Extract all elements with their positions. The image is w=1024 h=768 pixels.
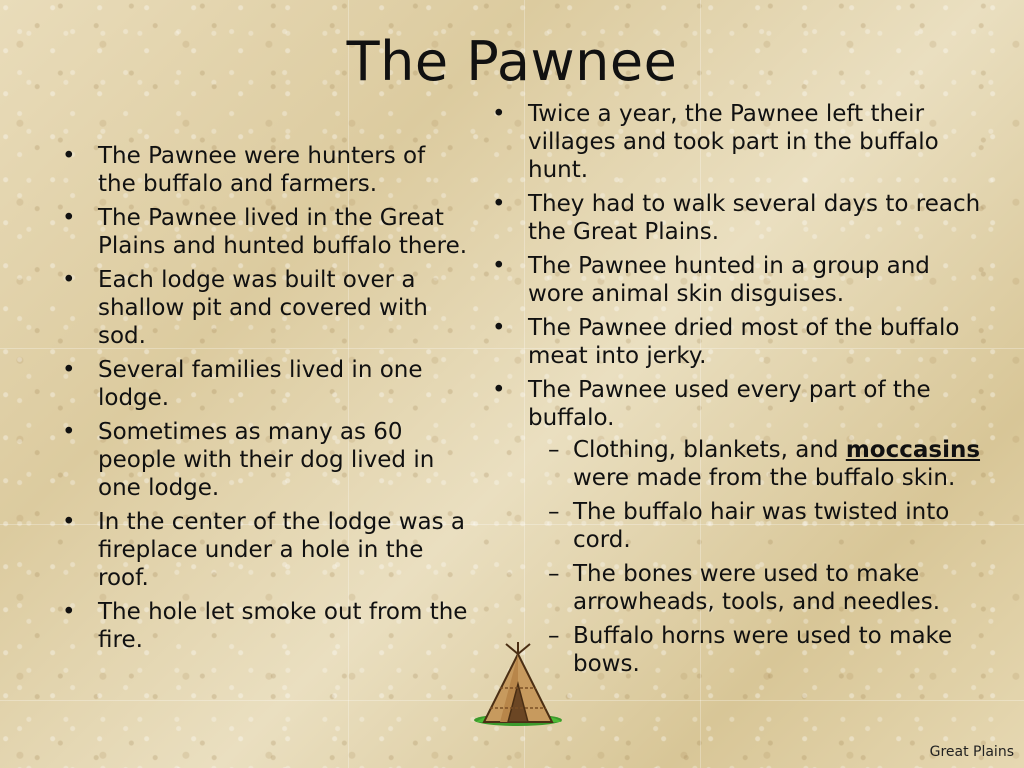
list-item: • The hole let smoke out from the fire. (60, 598, 470, 654)
sub-list-item: – The bones were used to make arrowheads, tools, and needles. (528, 560, 990, 616)
list-item: • Several families lived in one lodge. (60, 356, 470, 412)
list-item: • In the center of the lodge was a fireplace under a hole in the roof. (60, 508, 470, 592)
list-item: • The Pawnee dried most of the buffalo meat into jerky. (490, 314, 990, 370)
sub-list-item: – The buffalo hair was twisted into cord. (528, 498, 990, 554)
list-item: • Twice a year, the Pawnee left their villages and took part in the buffalo hunt. (490, 100, 990, 184)
slide-title: The Pawnee (346, 30, 678, 93)
list-item: • Sometimes as many as 60 people with their dog lived in one lodge. (60, 418, 470, 502)
sub-list-item (528, 436, 990, 492)
sub-item-text: Clothing, blankets, and (573, 437, 839, 463)
list-item: • The Pawnee were hunters of the buffalo and farmers. (60, 142, 470, 198)
right-bullet-list (490, 100, 990, 684)
moccasins-link[interactable]: moccasins (845, 437, 981, 463)
list-item-text: The Pawnee used every part of the buffalo. (528, 377, 931, 431)
sub-item-text: were made from the buffalo skin. (573, 465, 956, 491)
list-item: • The Pawnee lived in the Great Plains and hunted buffalo there. (60, 204, 470, 260)
teepee-icon (470, 642, 566, 734)
list-item: • The Pawnee hunted in a group and wore animal skin disguises. (490, 252, 990, 308)
footer-label: Great Plains (929, 744, 1014, 760)
left-bullet-list (60, 142, 470, 660)
list-item: • Each lodge was built over a shallow pit and covered with sod. (60, 266, 470, 350)
list-item: • They had to walk several days to reach the Great Plains. (490, 190, 990, 246)
sub-bullet-list (528, 436, 990, 678)
sub-list-item: – Buffalo horns were used to make bows. (528, 622, 990, 678)
list-item (490, 376, 990, 678)
